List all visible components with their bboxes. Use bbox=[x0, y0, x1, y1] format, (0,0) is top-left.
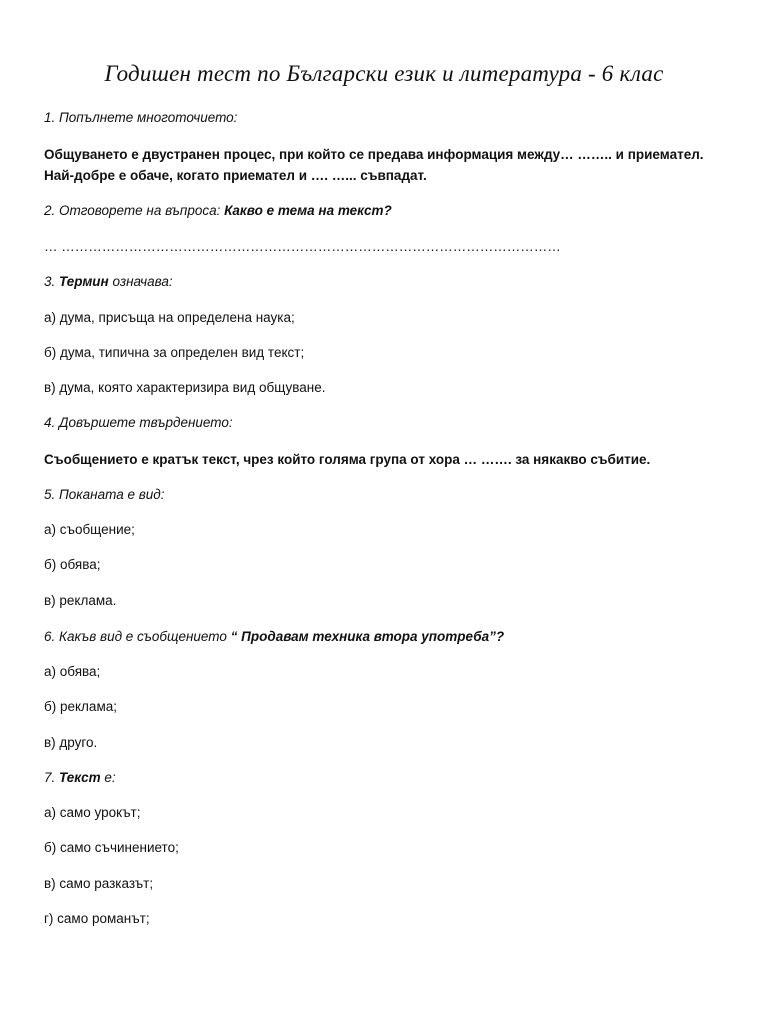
question-2-prompt: 2. Отговорете на въпроса: bbox=[44, 203, 225, 218]
question-3-number: 3. bbox=[44, 274, 60, 289]
question-2 bbox=[44, 200, 392, 221]
question-3-option-a: а) дума, присъща на определена наука; bbox=[44, 310, 295, 325]
question-4-statement: Съобщението е кратък текст, чрез който голяма група от хора … ……. за някакво събитие. bbox=[44, 452, 651, 467]
question-3-rest: означава: bbox=[108, 274, 173, 289]
question-7-term: Текст bbox=[59, 770, 101, 785]
question-6-option-b: б) реклама; bbox=[44, 699, 117, 714]
question-3-option-b: б) дума, типична за определен вид текст; bbox=[44, 345, 305, 360]
question-6-prompt: 6. Какъв вид е съобщението bbox=[44, 629, 231, 644]
question-6-option-a: а) обява; bbox=[44, 664, 101, 679]
question-7-option-c: в) само разказът; bbox=[44, 876, 154, 891]
question-3-option-c: в) дума, която характеризира вид общуване. bbox=[44, 380, 326, 395]
question-2-answer-line: … ………………………………………………………………………………………………… bbox=[44, 239, 561, 254]
question-1-text-line-2: Най-добре е обаче, когато приемател и …. …... съвпадат. bbox=[44, 168, 427, 183]
question-7-option-a: а) само урокът; bbox=[44, 805, 141, 820]
question-4-prompt: 4. Довършете твърдението: bbox=[44, 415, 233, 430]
question-5-option-c: в) реклама. bbox=[44, 593, 117, 608]
question-7-option-b: б) само съчинението; bbox=[44, 840, 179, 855]
question-7-rest: е: bbox=[100, 770, 116, 785]
question-6-quote: “ Продавам техника втора употреба”? bbox=[230, 629, 505, 644]
question-7-prompt bbox=[44, 767, 116, 788]
question-3-term: Термин bbox=[59, 274, 109, 289]
question-3-prompt bbox=[44, 271, 173, 292]
question-1-text-line-1: Общуването е двустранен процес, при който се предава информация между… …….. и приемател. bbox=[44, 147, 704, 162]
question-7-number: 7. bbox=[44, 770, 60, 785]
question-1-prompt: 1. Попълнете многоточието: bbox=[44, 110, 238, 125]
question-5-prompt: 5. Поканата е вид: bbox=[44, 487, 165, 502]
question-5-option-b: б) обява; bbox=[44, 557, 101, 572]
question-2-question: Какво е тема на текст? bbox=[224, 203, 392, 218]
page-title: Годишен тест по Български език и литература - 6 клас bbox=[104, 61, 664, 86]
question-7-option-d: г) само романът; bbox=[44, 911, 150, 926]
question-5-option-a: а) съобщение; bbox=[44, 522, 135, 537]
question-6 bbox=[44, 626, 504, 647]
question-6-option-c: в) друго. bbox=[44, 735, 98, 750]
